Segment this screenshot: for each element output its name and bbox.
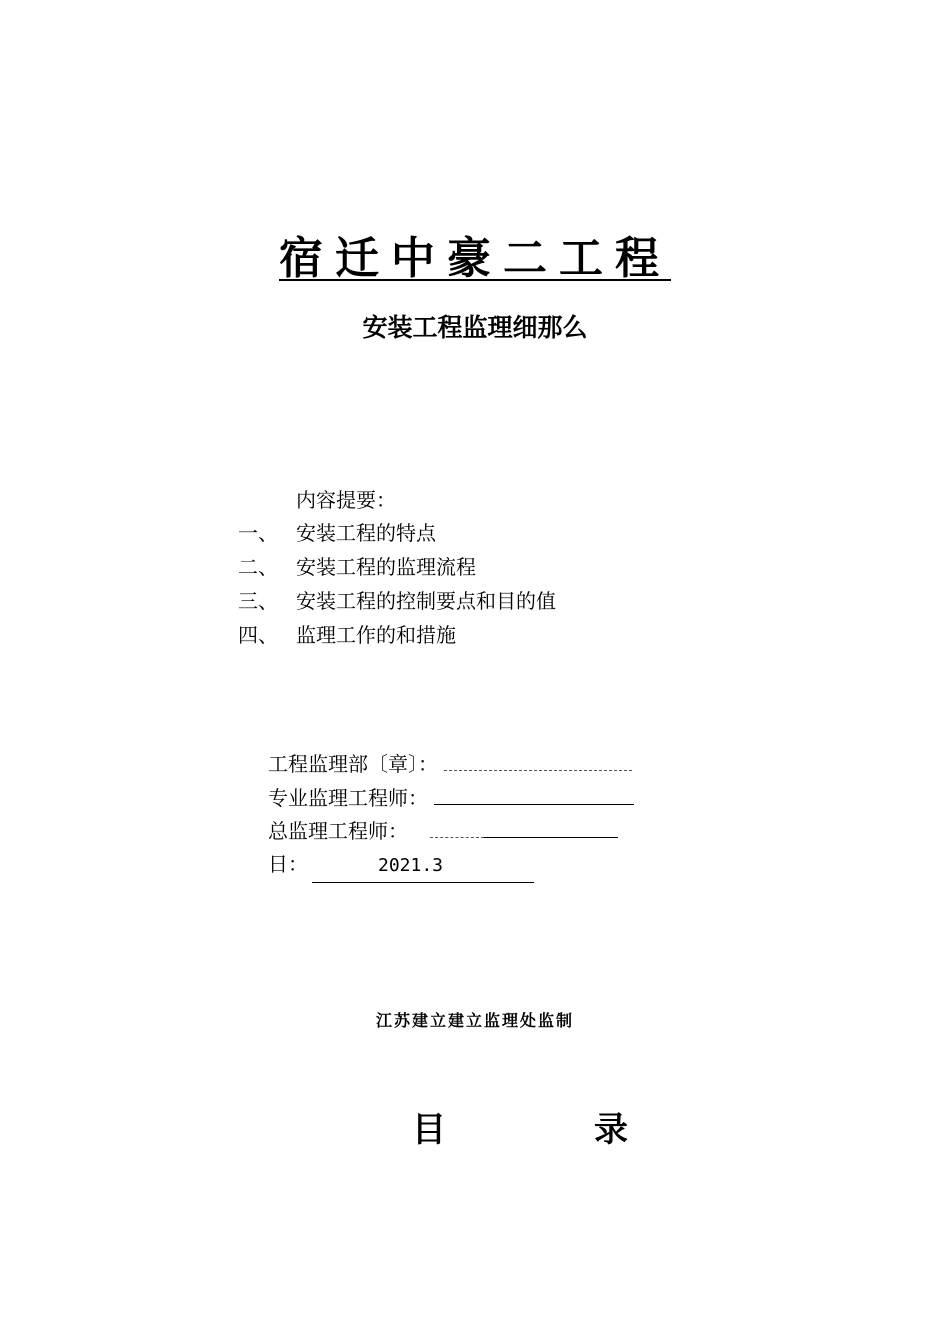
engineer-signature-label: 专业监理工程师： — [268, 786, 428, 810]
list-item — [238, 618, 556, 652]
list-item — [238, 550, 556, 584]
dept-seal-label: 工程监理部〔章〕： — [268, 752, 438, 776]
list-item-number: 二、 — [238, 555, 278, 579]
list-item-text: 监理工作的和措施 — [296, 623, 456, 647]
dept-seal-line — [444, 748, 632, 771]
summary-heading: 内容提要： — [296, 488, 396, 512]
chief-signature-row — [268, 815, 618, 847]
list-item-text: 安装工程的特点 — [296, 521, 436, 545]
list-item — [238, 584, 556, 618]
document-title: 宿迁中豪二工程 — [279, 233, 671, 284]
summary-list — [238, 516, 556, 652]
date-label: 日： — [268, 852, 308, 876]
date-value: 2021.3 — [312, 850, 534, 883]
chief-signature-label: 总监理工程师： — [268, 819, 408, 843]
list-item-number: 四、 — [238, 623, 278, 647]
toc-heading-char1: 目 — [412, 1110, 446, 1150]
list-item-number: 一、 — [238, 521, 278, 545]
issuer-text: 江苏建立建立监理处监制 — [375, 1011, 574, 1030]
chief-signature-line-part1 — [430, 815, 484, 838]
list-item-number: 三、 — [238, 589, 278, 613]
date-row — [268, 848, 534, 880]
list-item — [238, 516, 556, 550]
engineer-signature-row — [268, 782, 634, 814]
list-item-text: 安装工程的监理流程 — [296, 555, 476, 579]
dept-seal-row — [268, 748, 632, 780]
engineer-signature-line — [434, 782, 634, 805]
chief-signature-line-part2 — [484, 815, 618, 838]
toc-heading-char2: 录 — [594, 1110, 628, 1150]
document-subtitle: 安装工程监理细那么 — [362, 313, 588, 342]
list-item-text: 安装工程的控制要点和目的值 — [296, 589, 556, 613]
